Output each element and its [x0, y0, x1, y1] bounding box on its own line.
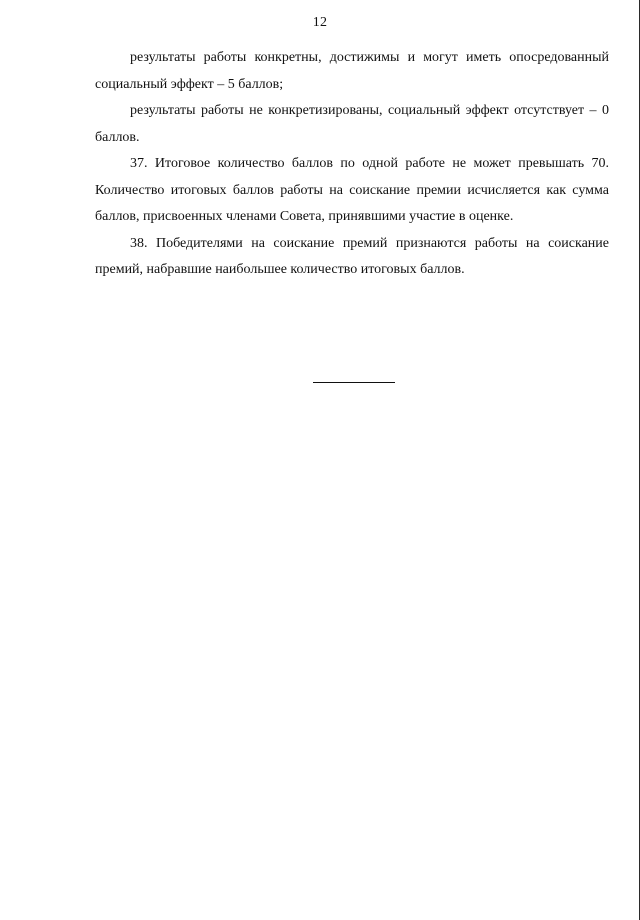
paragraph-38: 38. Победителями на соискание премий признаются работы на соискание премий, набравшие наибольшее количество итоговых баллов. — [95, 235, 609, 277]
end-separator-line — [313, 382, 395, 383]
page-number: 12 — [312, 15, 328, 30]
paragraph-score-0: результаты работы не конкретизированы, социальный эффект отсутствует – 0 баллов. — [95, 103, 609, 145]
paragraph-score-5: результаты работы конкретны, достижимы и могут иметь опосредованный социальный эффект – 5 баллов; — [95, 50, 609, 92]
document-body — [95, 45, 609, 284]
paragraph-37: 37. Итоговое количество баллов по одной работе не может превышать 70. Количество итоговых баллов работы на соискание премии исчисляется как сумма баллов, присвоенных членами Совета, принявшими участие в оценке. — [95, 156, 609, 224]
